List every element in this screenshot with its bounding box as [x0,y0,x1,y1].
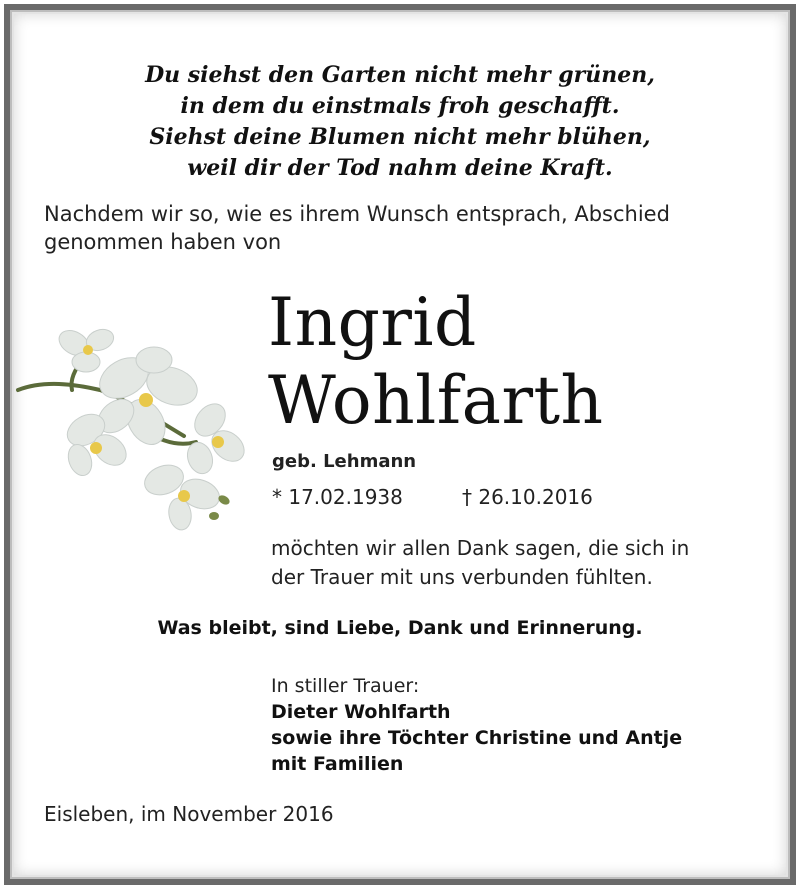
poem-line: in dem du einstmals froh geschafft. [180,93,620,119]
maiden-name: geb. Lehmann [272,451,417,472]
poem [60,60,740,184]
mourner-line: sowie ihre Töchter Christine und Antje [271,727,683,749]
thanks-text [271,534,771,592]
mourners-heading: In stiller Trauer: [271,675,420,697]
intro-line: Nachdem wir so, wie es ihrem Wunsch entsprach, Abschied [44,202,670,226]
first-name: Ingrid [268,284,477,361]
mourners [271,673,682,777]
orchid-flower-icon [14,318,254,533]
thanks-line: der Trauer mit uns verbunden fühlten. [271,565,653,589]
life-dates [272,485,593,509]
poem-line: Du siehst den Garten nicht mehr grünen, [145,62,655,88]
thanks-line: möchten wir allen Dank sagen, die sich in [271,536,690,560]
birth-date: * 17.02.1938 [272,485,403,509]
motto: Was bleibt, sind Liebe, Dank und Erinnerung. [157,617,643,639]
last-name: Wohlfarth [268,362,604,439]
intro-text [44,200,724,256]
poem-line: Siehst deine Blumen nicht mehr blühen, [149,124,651,150]
place-date: Eisleben, im November 2016 [44,802,334,826]
poem-line: weil dir der Tod nahm deine Kraft. [187,155,613,181]
death-date: † 26.10.2016 [462,485,593,509]
mourner-line: Dieter Wohlfarth [271,701,451,723]
intro-line: genommen haben von [44,230,282,254]
mourner-line: mit Familien [271,753,404,775]
deceased-name [268,284,604,440]
